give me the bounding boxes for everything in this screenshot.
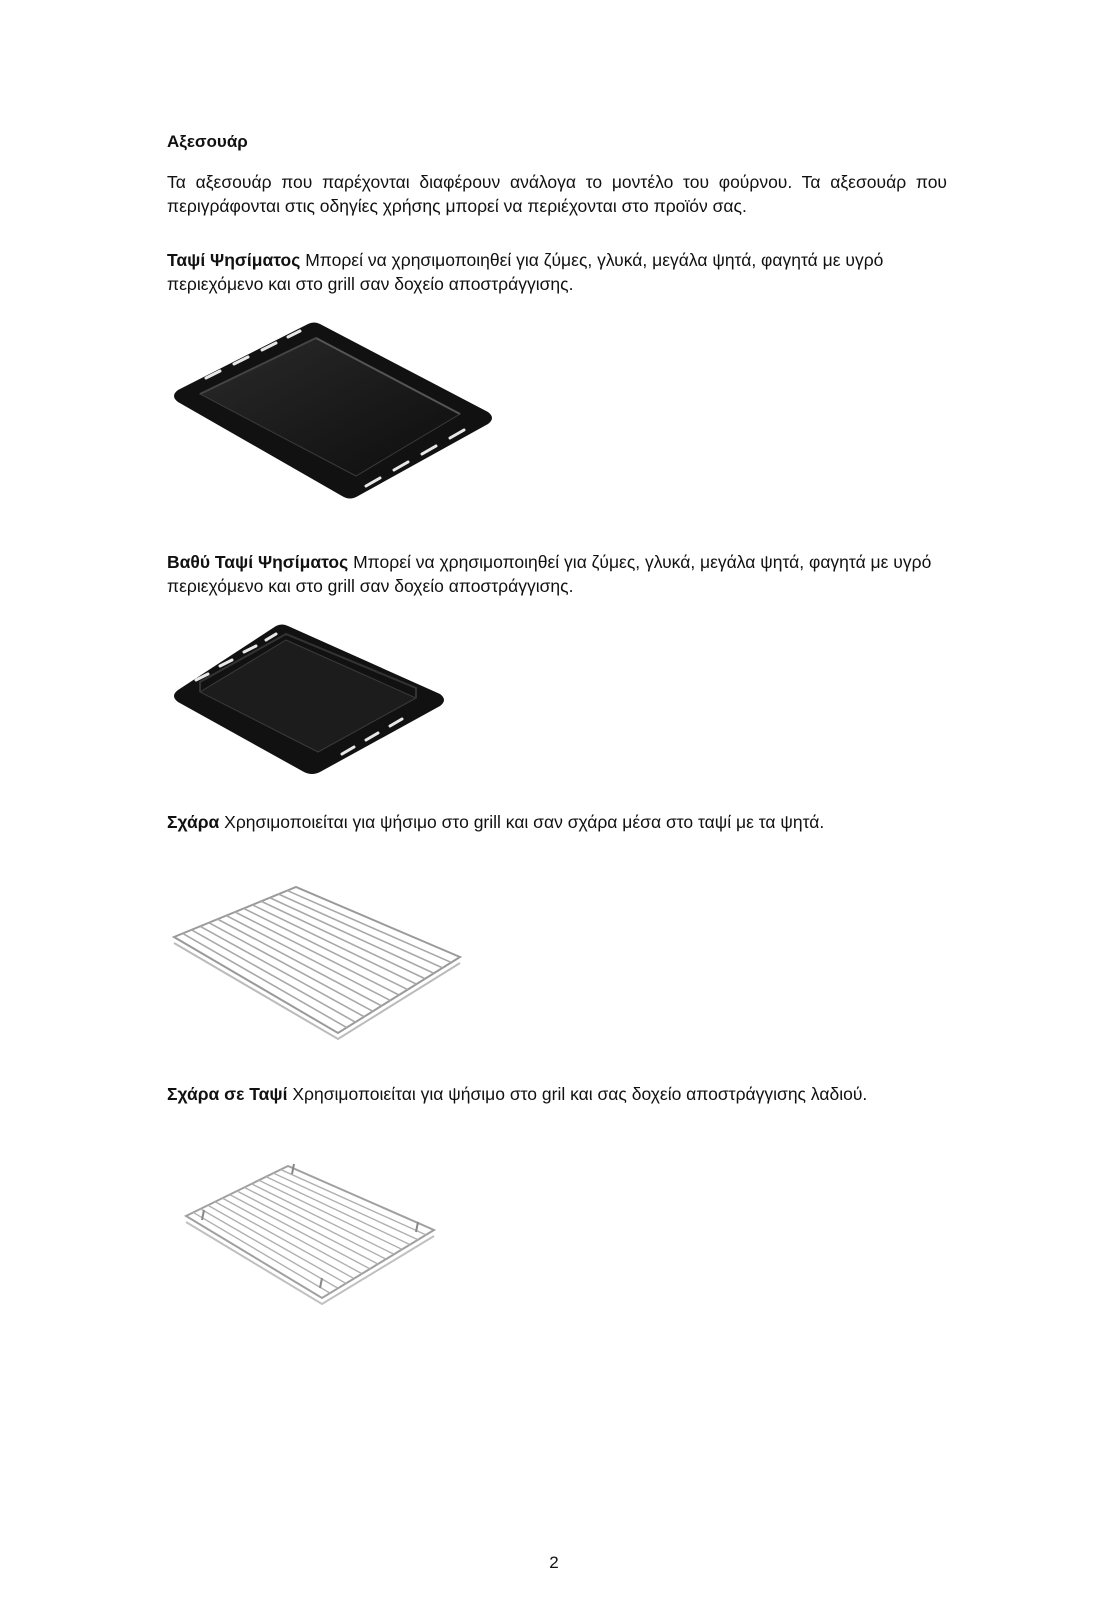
baking-tray-name: Ταψί Ψησίματος	[167, 250, 301, 270]
deep-tray-illustration	[170, 622, 450, 782]
deep-tray-text: Μπορεί να χρησιμοποιηθεί για ζύμες, γλυκά, μεγάλα ψητά, φαγητά με υγρό περιεχόμενο και στο grill σαν δοχείο αποστράγγισης.	[167, 552, 932, 596]
section-title: Αξεσουάρ	[167, 132, 248, 151]
rack-text: Χρησιμοποιείται για ψήσιμο στο grill και σαν σχάρα μέσα στο ταψί με τα ψητά.	[219, 812, 825, 832]
page-number: 2	[549, 1553, 559, 1572]
rack-on-tray-description	[167, 1082, 947, 1106]
rack-on-tray-text: Χρησιμοποιείται για ψήσιμο στο gril και σας δοχείο αποστράγγισης λαδιού.	[287, 1084, 868, 1104]
baking-tray-text: Μπορεί να χρησιμοποιηθεί για ζύμες, γλυκά, μεγάλα ψητά, φαγητά με υγρό περιεχόμενο και στο grill σαν δοχείο αποστράγγισης.	[167, 250, 884, 294]
rack-on-tray-illustration	[180, 1160, 440, 1310]
rack-name: Σχάρα	[167, 812, 220, 832]
rack-description	[167, 810, 947, 834]
baking-tray-description	[167, 248, 947, 296]
deep-tray-description	[167, 550, 947, 598]
rack-on-tray-name: Σχάρα σε Ταψί	[167, 1084, 288, 1104]
rack-illustration	[168, 883, 468, 1043]
deep-tray-name: Βαθύ Ταψί Ψησίματος	[167, 552, 349, 572]
baking-tray-illustration	[170, 320, 500, 520]
intro-paragraph: Τα αξεσουάρ που παρέχονται διαφέρουν ανάλογα το μοντέλο του φούρνου. Τα αξεσουάρ που περιγράφονται στις οδηγίες χρήσης μπορεί να περιέχονται στο προϊόν σας.	[167, 172, 947, 216]
